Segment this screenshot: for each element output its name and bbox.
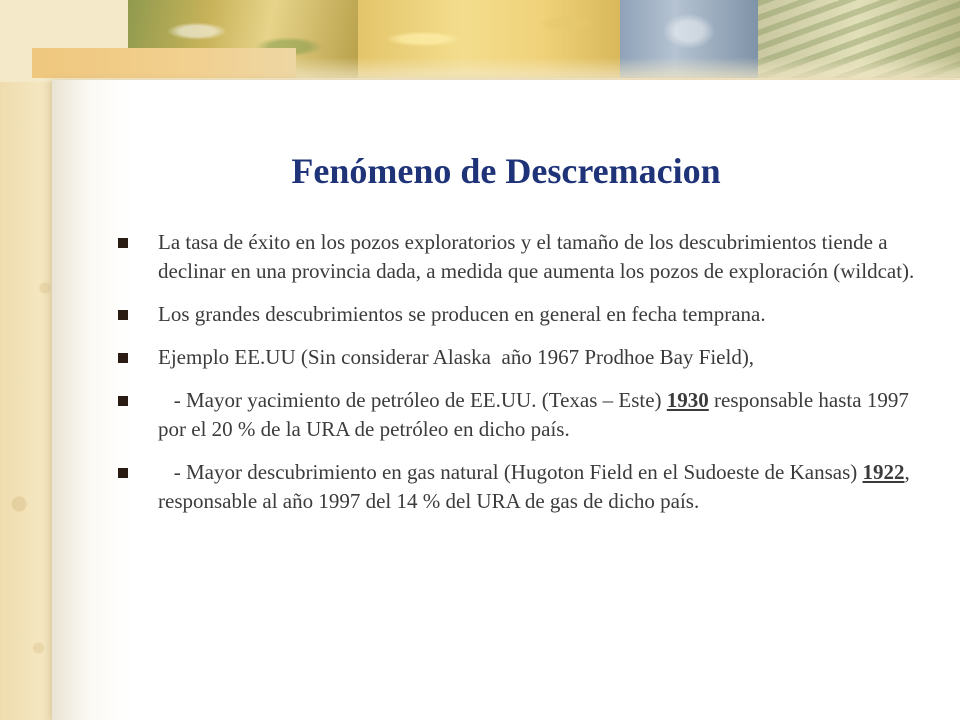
bullet-text: Ejemplo EE.UU (Sin considerar Alaska año 1967 Prodhoe Bay Field), — [158, 345, 755, 369]
square-bullet-icon — [118, 353, 128, 363]
bullet-text-segment: , responsable al año 1997 del 14 % del URA de gas de dicho país. — [158, 460, 915, 513]
bullet-text-segment: - Mayor yacimiento de petróleo de EE.UU. (Texas – Este) — [158, 388, 667, 412]
slide-title: Fenómeno de Descremacion — [291, 151, 721, 191]
square-bullet-icon — [118, 396, 128, 406]
bullet-text-segment: - Mayor descubrimiento en gas natural (Hugoton Field en el Sudoeste de Kansas) — [158, 460, 863, 484]
square-bullet-icon — [118, 310, 128, 320]
square-bullet-icon — [118, 238, 128, 248]
bullet-text: Los grandes descubrimientos se producen en general en fecha temprana. — [158, 302, 766, 326]
bullet-text: La tasa de éxito en los pozos exploratorios y el tamaño de los descubrimientos tiende a declinar en una provincia dada, a medida que aumenta los pozos de exploración (wildcat). — [158, 230, 915, 283]
bullet-text-segment: responsable hasta 1997 por el 20 % de la URA de petróleo en dicho país. — [158, 388, 915, 441]
bullet-item — [118, 228, 926, 286]
bullet-item — [118, 343, 926, 372]
bullet-text — [158, 458, 926, 516]
bullet-item — [118, 300, 926, 329]
bullet-text — [158, 386, 926, 444]
decorative-header-banner — [0, 0, 960, 82]
orange-accent-tab — [32, 48, 296, 78]
bullet-list — [118, 228, 926, 530]
year-highlight: 1922 — [862, 460, 905, 484]
square-bullet-icon — [118, 468, 128, 478]
bullet-item — [118, 386, 926, 444]
bullet-item — [118, 458, 926, 516]
year-highlight: 1930 — [666, 388, 709, 412]
